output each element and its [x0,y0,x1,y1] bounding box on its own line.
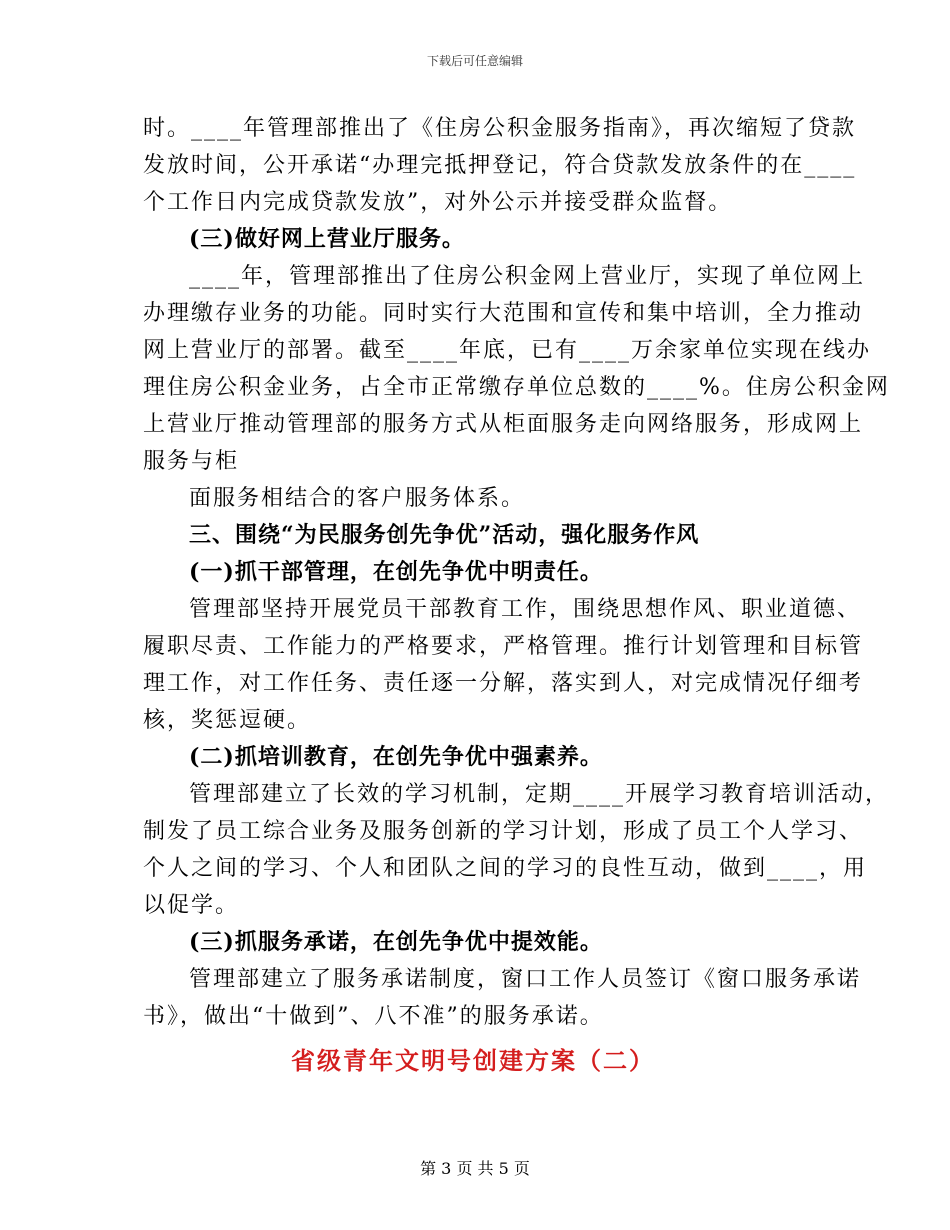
text-line: 办理缴存业务的功能。同时实行大范围和宣传和集中培训，全力推动 [143,301,864,326]
text-line: 个工作日内完成贷款发放”，对外公示并接受群众监督。 [143,190,733,215]
text-line: 管理部建立了服务承诺制度，窗口工作人员签订《窗口服务承诺 [189,967,862,992]
text-line: 制发了员工综合业务及服务创新的学习计划，形成了员工个人学习、 [143,819,864,844]
text-line: 时。____年管理部推出了《住房公积金服务指南》，再次缩短了贷款 [143,116,857,141]
section-title: 省级青年文明号创建方案（二） [291,1046,655,1075]
text-line: 面服务相结合的客户服务体系。 [189,486,526,511]
text-line: 管理部建立了长效的学习机制，定期____开展学习教育培训活动， [189,782,890,807]
text-line: 书》，做出“十做到”、八不准”的服务承诺。 [143,1004,604,1029]
page-header-note: 下载后可任意编辑 [426,54,523,68]
section-heading-line: (三)做好网上营业厅服务。 [189,226,465,252]
paragraph-lines [143,110,890,1035]
text-line: 理住房公积金业务，占全市正常缴存单位总数的____%。住房公积金网 [143,375,890,400]
text-line: ____年，管理部推出了住房公积金网上营业厅，实现了单位网上 [189,264,866,289]
text-line: 上营业厅推动管理部的服务方式从柜面服务走向网络服务，形成网上 [143,412,864,437]
text-line: 服务与柜 [143,449,240,474]
text-line: 理工作，对工作任务、责任逐一分解，落实到人，对完成情况仔细考 [143,671,864,696]
text-line: 管理部坚持开展党员干部教育工作，围绕思想作风、职业道德、 [189,597,862,622]
text-line: 网上营业厅的部署。截至____年底，已有____万余家单位实现在线办 [143,338,872,363]
text-line: 发放时间，公开承诺“办理完抵押登记，符合贷款发放条件的在____ [143,153,857,178]
page-number-footer: 第 3 页 共 5 页 [420,1159,530,1178]
section-heading-line: (一)抓干部管理，在创先争优中明责任。 [189,559,603,585]
text-line: 履职尽责、工作能力的严格要求，严格管理。推行计划管理和目标管 [143,634,864,659]
section-heading-line: 三、围绕“为民服务创先争优”活动，强化服务作风 [189,522,700,548]
text-line: 核，奖惩逗硬。 [143,708,312,733]
section-heading-line: (三)抓服务承诺，在创先争优中提效能。 [189,929,603,955]
text-line: 以促学。 [143,893,240,918]
text-line: 个人之间的学习、个人和团队之间的学习的良性互动，做到____，用 [143,856,868,881]
section-heading-line: (二)抓培训教育，在创先争优中强素养。 [189,744,603,770]
document-body [143,110,890,1081]
